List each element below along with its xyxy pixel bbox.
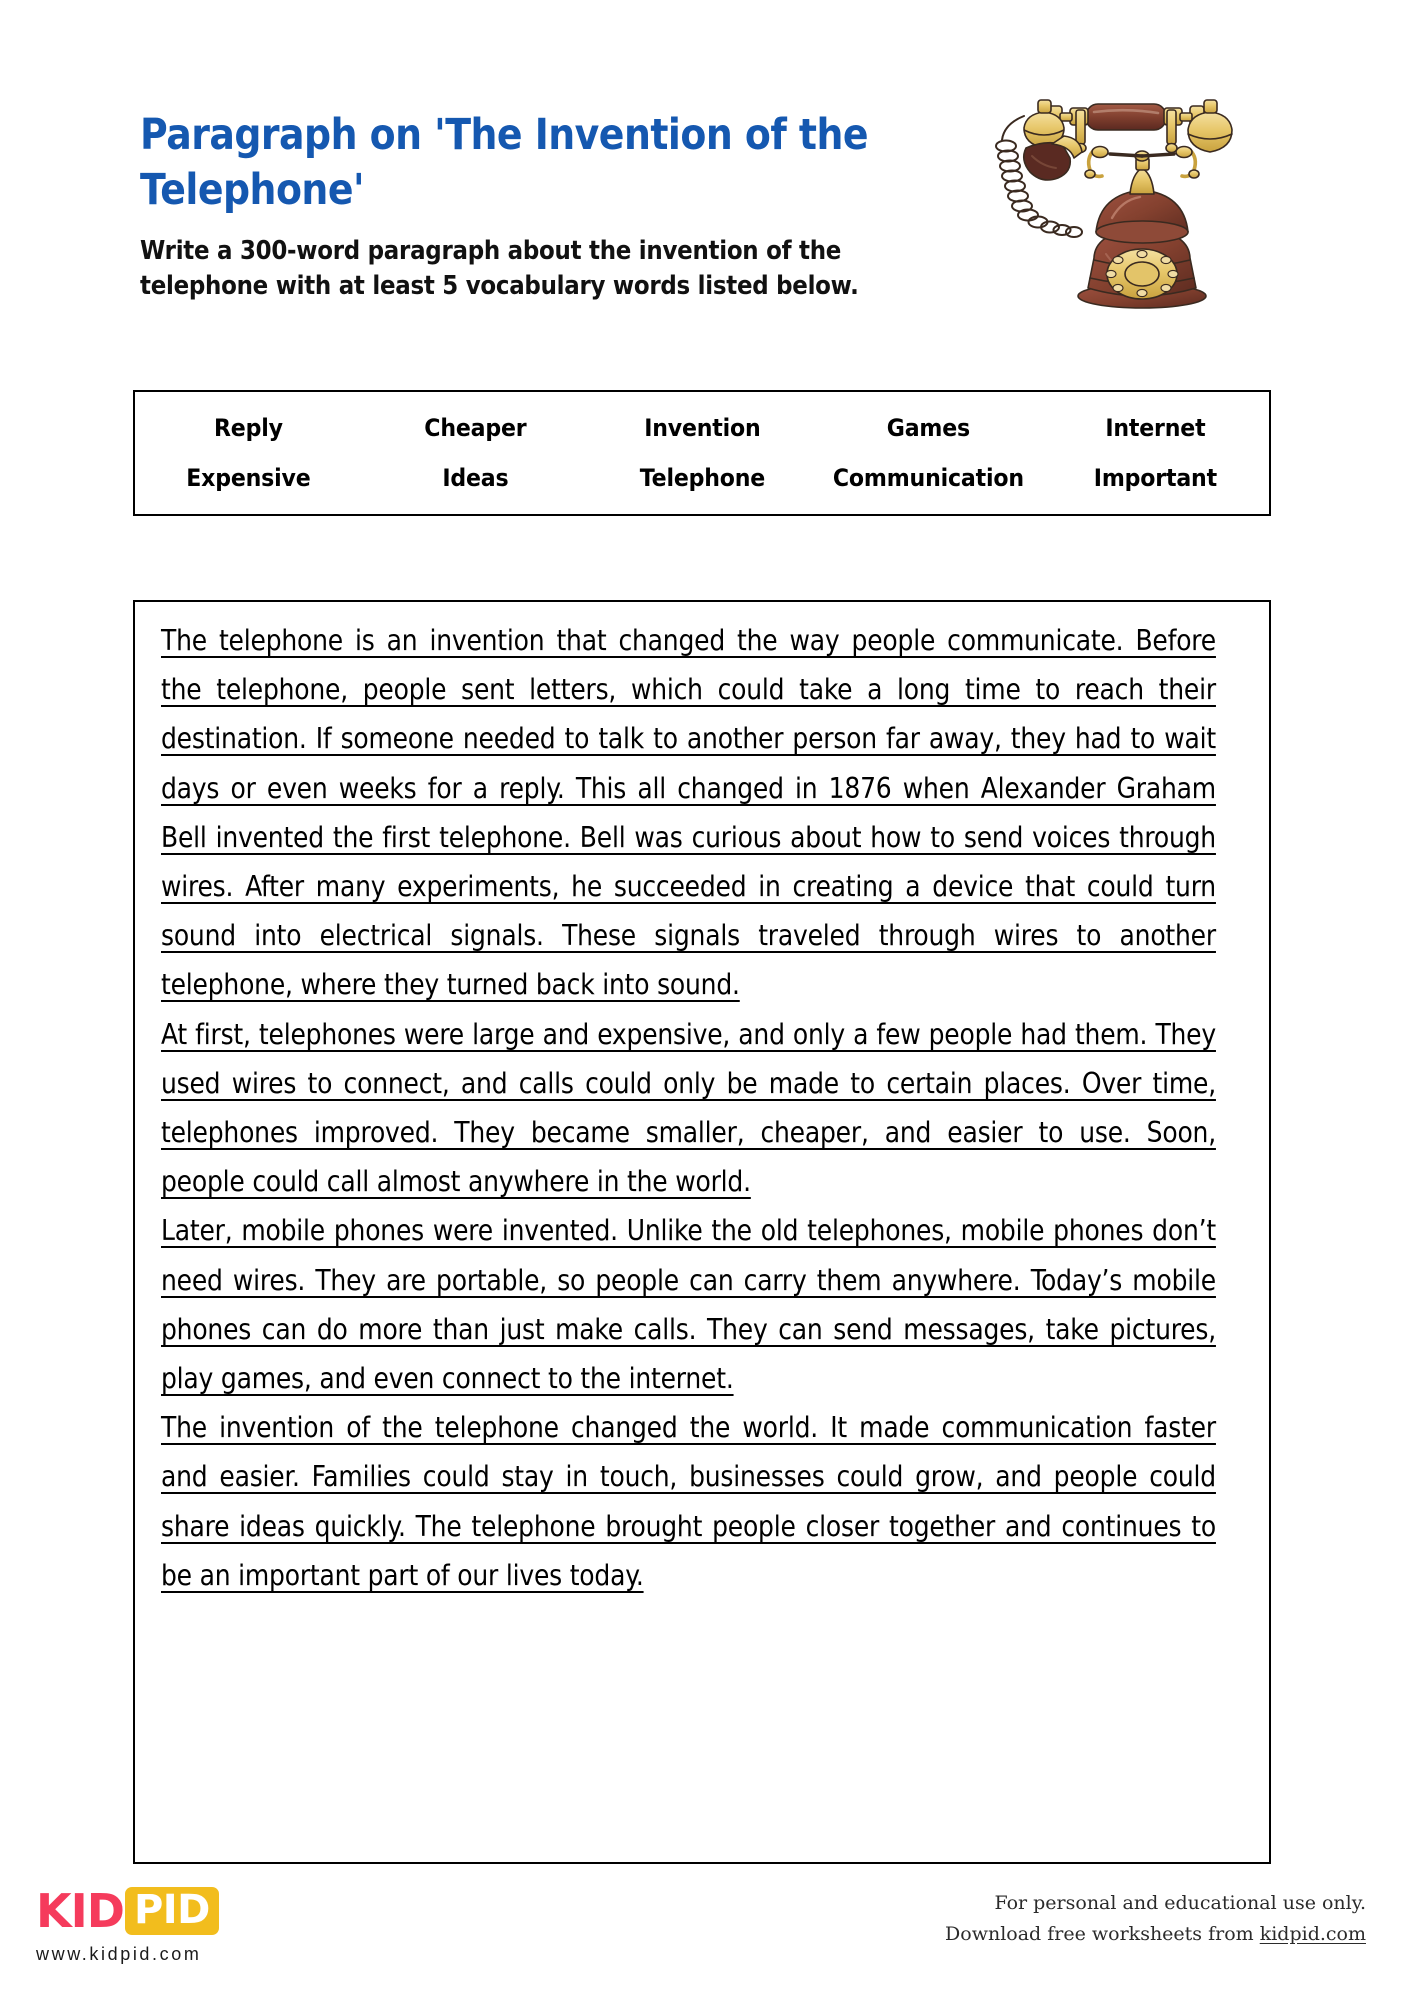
vocabulary-word-bank xyxy=(133,390,1271,516)
footer-note xyxy=(945,1888,1366,1950)
vocabulary-word: Communication xyxy=(833,464,1025,492)
vocabulary-word: Games xyxy=(887,414,971,442)
footer-note-prefix: Download free worksheets from xyxy=(945,1922,1260,1945)
answer-paragraph: The telephone is an invention that changed the way people communicate. Before the telephone, people sent letters, which could take a long time to reach their destination. If someone needed to talk to another person far away, they had to wait days or even weeks for a reply. This all changed in 1876 when Alexander Graham Bell invented the first telephone. Bell was curious about how to send voices through wires. After many experiments, he succeeded in creating a device that could turn sound into electrical signals. These signals traveled through wires to another telephone, where they turned back into sound. xyxy=(161,624,1216,1002)
vocabulary-word: Reply xyxy=(213,414,283,442)
footer-note-line1: For personal and educational use only. xyxy=(994,1892,1366,1914)
logo-kid-text: KID xyxy=(36,1884,124,1938)
vocabulary-word: Ideas xyxy=(442,464,509,492)
worksheet-instruction: Write a 300-word paragraph about the invention of the telephone with at least 5 vocabulary words listed below. xyxy=(140,236,859,302)
logo-pid-text: PID xyxy=(125,1887,219,1935)
vocabulary-word: Cheaper xyxy=(424,414,527,442)
vocabulary-row xyxy=(135,403,1269,453)
kidpid-logo xyxy=(36,1885,366,1965)
vocabulary-word: Invention xyxy=(643,414,761,442)
answer-paragraph: At first, telephones were large and expensive, and only a few people had them. They used wires to connect, and calls could only be made to certain places. Over time, telephones improved. They became smaller, cheaper, and easier to use. Soon, people could call almost anywhere in the world. xyxy=(161,1017,1216,1199)
vocabulary-word: Telephone xyxy=(639,464,765,492)
logo-website-url: www.kidpid.com xyxy=(36,1944,202,1964)
vocabulary-word: Important xyxy=(1093,464,1218,492)
answer-paragraph: The invention of the telephone changed the world. It made communication faster and easier. Families could stay in touch, businesses could grow, and people could share ideas quickly. The telephone brought people closer together and continues to be an important part of our lives today. xyxy=(161,1411,1216,1592)
footer-note-line2 xyxy=(945,1919,1366,1950)
vintage-telephone-illustration xyxy=(990,82,1250,312)
worksheet-header xyxy=(140,108,1020,304)
answer-box[interactable] xyxy=(133,600,1271,1864)
vocabulary-word: Internet xyxy=(1105,414,1206,442)
vocabulary-word: Expensive xyxy=(186,464,311,492)
kidpid-link[interactable]: kidpid.com xyxy=(1259,1922,1366,1945)
logo-mark xyxy=(36,1885,366,1937)
vocabulary-row xyxy=(135,453,1269,503)
page-title: Paragraph on 'The Invention of the Telephone' xyxy=(140,110,869,216)
answer-paragraph: Later, mobile phones were invented. Unlike the old telephones, mobile phones don’t need wires. They are portable, so people can carry them anywhere. Today’s mobile phones can do more than just make calls. They can send messages, take pictures, play games, and even connect to the internet. xyxy=(161,1214,1216,1396)
